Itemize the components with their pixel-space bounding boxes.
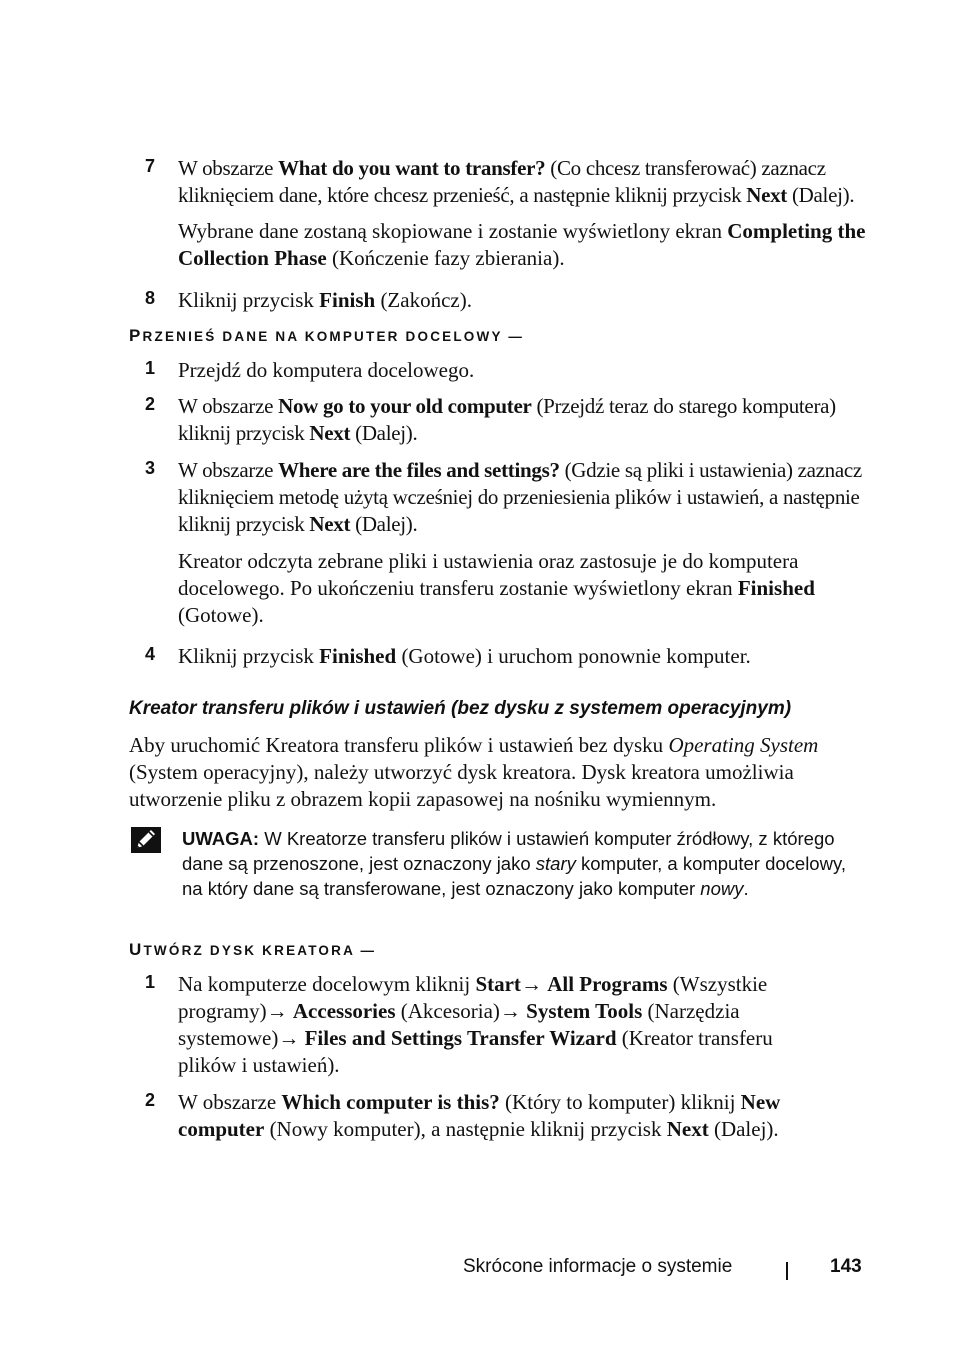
step-8: [145, 287, 865, 314]
pencil-note-icon: [130, 826, 162, 854]
note-text: UWAGA: W Kreatorze transferu plików i ustawień komputer źródłowy, z którego dane są przenoszone, jest oznaczony jako stary komputer, a komputer docelowy, na który dane są transferowane, jest oznaczony jako komputer nowy.: [182, 828, 846, 899]
section-heading-transfer: PRZENIEŚ DANE NA KOMPUTER DOCELOWY —: [129, 326, 525, 345]
note-box: [130, 826, 860, 901]
step-b-4: [145, 643, 865, 670]
step-text: W obszarze Which computer is this? (Który to komputer) kliknij New computer (Nowy komputer), a następnie kliknij przycisk Next (Dalej).: [178, 1090, 781, 1141]
step-b-3: [145, 457, 865, 538]
step-text: Kliknij przycisk Finished (Gotowe) i uruchom ponownie komputer.: [178, 644, 751, 668]
step-number: 1: [145, 358, 156, 378]
footer-title: Skrócone informacje o systemie: [463, 1256, 733, 1277]
step-text: Kliknij przycisk Finish (Zakończ).: [178, 288, 472, 312]
step-number: 4: [145, 644, 156, 664]
step-number: 1: [145, 972, 156, 992]
step-7: [145, 155, 865, 209]
step-text: Przejdź do komputera docelowego.: [178, 358, 475, 382]
step-c-1: [145, 971, 865, 1079]
step-text: W obszarze Now go to your old computer (Przejdź teraz do starego komputera) kliknij przycisk Next (Dalej).: [178, 394, 836, 445]
step-number: 2: [145, 1090, 156, 1110]
step-number: 7: [145, 156, 156, 176]
step-b-2: [145, 393, 865, 447]
step-c-2: [145, 1089, 865, 1143]
step-b-3-detail: Kreator odczyta zebrane pliki i ustawienia oraz zastosuje je do komputera docelowego. Po ukończeniu transferu zostanie wyświetlony ekran Finished (Gotowe).: [178, 549, 815, 627]
footer-separator: [786, 1262, 788, 1280]
step-b-1: [145, 357, 865, 384]
page-number: 143: [830, 1256, 862, 1277]
step-number: 8: [145, 288, 156, 308]
step-number: 3: [145, 458, 156, 478]
step-number: 2: [145, 394, 156, 414]
subheading: Kreator transferu plików i ustawień (bez dysku z systemem operacyjnym): [129, 698, 792, 719]
step-7-detail: Wybrane dane zostaną skopiowane i zostanie wyświetlony ekran Completing the Collection Phase (Kończenie fazy zbierania).: [178, 219, 866, 270]
section-heading-create-disk: UTWÓRZ DYSK KREATORA —: [129, 940, 377, 959]
step-text: W obszarze What do you want to transfer? (Co chcesz transferować) zaznacz kliknięciem dane, które chcesz przenieść, a następnie kliknij przycisk Next (Dalej).: [178, 156, 855, 207]
intro-paragraph: Aby uruchomić Kreatora transferu plików i ustawień bez dysku Operating System (System operacyjny), należy utworzyć dysk kreatora. Dysk kreatora umożliwia utworzenie pliku z obrazem kopii zapasowej na nośniku wymiennym.: [129, 733, 819, 811]
step-text: Na komputerze docelowym kliknij Start→ All Programs (Wszystkie programy)→ Accessories (Akcesoria)→ System Tools (Narzędzia systemowe)→ Files and Settings Transfer Wizard (Kreator transferu plików i ustawień).: [178, 972, 773, 1077]
step-text: W obszarze Where are the files and settings? (Gdzie są pliki i ustawienia) zaznacz kliknięciem metodę użytą wcześniej do przeniesienia plików i ustawień, a następnie kliknij przycisk Next (Dalej).: [178, 458, 862, 536]
